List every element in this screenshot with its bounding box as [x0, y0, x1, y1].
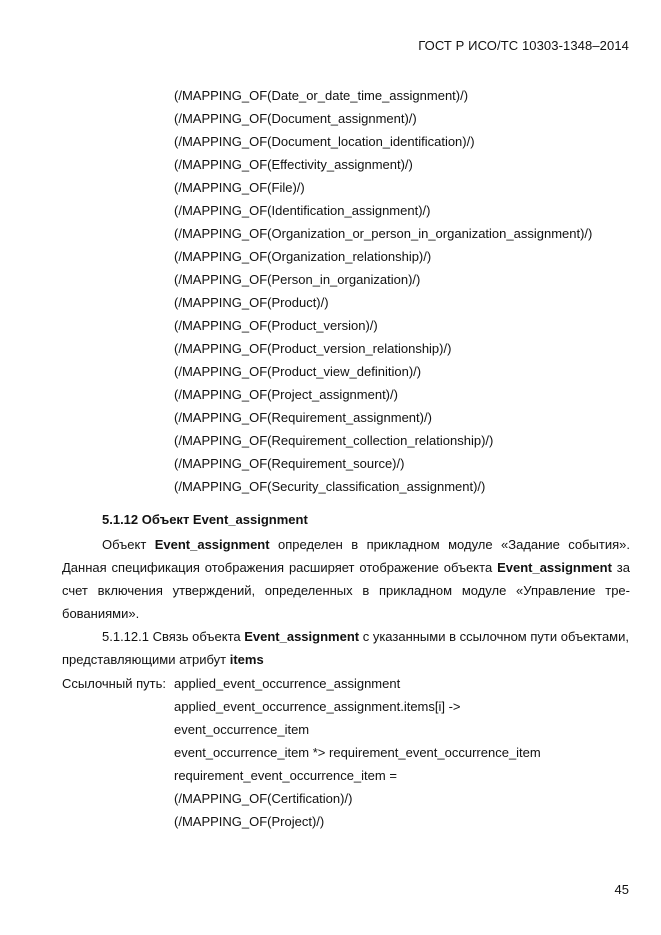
mapping-line: (/MAPPING_OF(Identification_assignment)/): [174, 203, 431, 218]
mapping-line: (/MAPPING_OF(Product_version_relationship)/): [174, 341, 452, 356]
mapping-line: (/MAPPING_OF(Product_view_definition)/): [174, 364, 422, 379]
reference-path-line: applied_event_occurrence_assignment: [174, 676, 401, 691]
reference-path-label: Ссылочный путь:: [62, 676, 166, 691]
mapping-line: (/MAPPING_OF(Document_assignment)/): [174, 111, 417, 126]
mapping-line: (/MAPPING_OF(Product)/): [174, 295, 329, 310]
mapping-line: (/MAPPING_OF(Date_or_date_time_assignment)/): [174, 88, 469, 103]
mapping-line: (/MAPPING_OF(Security_classification_assignment)/): [174, 479, 486, 494]
attribute-name: items: [229, 652, 264, 667]
reference-path-line: event_occurrence_item *> requirement_event_occurrence_item: [174, 745, 541, 760]
subsection-heading: [62, 625, 630, 671]
entity-name: Event_assignment: [154, 537, 270, 552]
para-text: за счет включения утверждений, определенных в прикладном модуле «Управление тре-бованиями».: [62, 560, 630, 621]
reference-path-line: applied_event_occurrence_assignment.items[i] ->: [174, 699, 461, 714]
mapping-line: (/MAPPING_OF(Organization_relationship)/): [174, 249, 432, 264]
entity-name: Event_assignment: [244, 629, 360, 644]
reference-path-line: event_occurrence_item: [174, 722, 310, 737]
mapping-line: (/MAPPING_OF(Effectivity_assignment)/): [174, 157, 413, 172]
section-heading: 5.1.12 Объект Event_assignment: [102, 512, 308, 527]
mapping-line: (/MAPPING_OF(Document_location_identification)/): [174, 134, 475, 149]
sub-text: с указанными в ссылочном пути объектами, представляющими атрибут: [62, 629, 629, 667]
mapping-line: (/MAPPING_OF(Requirement_collection_relationship)/): [174, 433, 494, 448]
entity-name: Event_assignment: [497, 560, 612, 575]
para-text: Объект: [102, 537, 155, 552]
mapping-line: (/MAPPING_OF(Requirement_source)/): [174, 456, 405, 471]
mapping-line: (/MAPPING_OF(Person_in_organization)/): [174, 272, 421, 287]
mapping-list: [174, 87, 592, 501]
reference-path-line: requirement_event_occurrence_item =: [174, 768, 397, 783]
mapping-line: (/MAPPING_OF(Requirement_assignment)/): [174, 410, 432, 425]
mapping-line: (/MAPPING_OF(Project_assignment)/): [174, 387, 398, 402]
reference-path-line: (/MAPPING_OF(Project)/): [174, 814, 325, 829]
sub-text: 5.1.12.1 Связь объекта: [102, 629, 245, 644]
mapping-line: (/MAPPING_OF(Organization_or_person_in_organization_assignment)/): [174, 226, 593, 241]
document-header: ГОСТ Р ИСО/ТС 10303-1348–2014: [418, 38, 629, 53]
mapping-line: (/MAPPING_OF(File)/): [174, 180, 305, 195]
section-paragraph: [62, 533, 630, 625]
mapping-line: (/MAPPING_OF(Product_version)/): [174, 318, 378, 333]
reference-path-line: (/MAPPING_OF(Certification)/): [174, 791, 353, 806]
reference-path-list: [174, 675, 541, 836]
page-number: 45: [614, 882, 629, 897]
para-text: определен в прикладном модуле «Задание события». Данная спецификация отображения расширяет отображение объекта: [62, 537, 630, 575]
